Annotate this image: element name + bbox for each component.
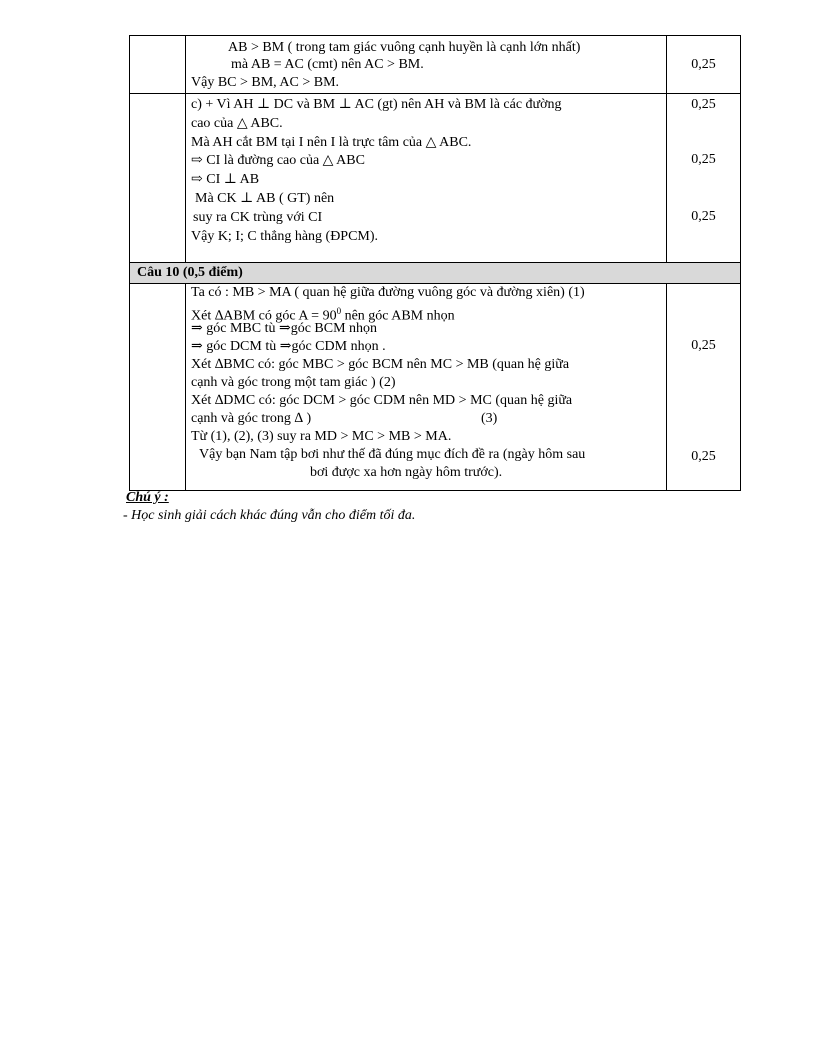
note-body: - Học sinh giải cách khác đúng vẫn cho điểm tối đa.	[123, 508, 416, 523]
section-title: Câu 10 (0,5 điểm)	[130, 263, 741, 284]
score-value: 0,25	[691, 57, 716, 72]
solution-line: Xét ∆BMC có: góc MBC > góc BCM nên MC > MB (quan hệ giữa	[191, 357, 570, 372]
solution-line: c) + Vì AH ⊥ DC và BM ⊥ AC (gt) nên AH và BM là các đường	[191, 97, 562, 112]
score-value: 0,25	[691, 97, 716, 112]
solution-line: ⇨ CI ⊥ AB	[191, 172, 260, 187]
table-row	[130, 36, 741, 94]
solution-line: Mà AH cắt BM tại I nên I là trực tâm của △ ABC.	[191, 135, 472, 150]
index-cell	[130, 36, 186, 94]
score-value: 0,25	[691, 449, 716, 464]
solution-line: Xét ∆DMC có: góc DCM > góc CDM nên MD > MC (quan hệ giữa	[191, 393, 573, 408]
table-row	[130, 284, 741, 491]
solution-line: mà AB = AC (cmt) nên AC > BM.	[231, 57, 424, 72]
solution-cell	[186, 36, 667, 94]
table-row	[130, 94, 741, 263]
solution-line: ⇨ CI là đường cao của △ ABC	[191, 153, 365, 168]
solution-line: bơi được xa hơn ngày hôm trước).	[310, 465, 503, 480]
solution-cell	[186, 284, 667, 491]
score-value: 0,25	[691, 152, 716, 167]
note-title: Chú ý :	[126, 490, 169, 505]
solution-text: nên góc ABM nhọn	[341, 308, 455, 324]
index-cell	[130, 284, 186, 491]
answer-table	[129, 35, 741, 491]
equation-number: (3)	[481, 411, 498, 426]
solution-line: suy ra CK trùng với CI	[193, 210, 323, 225]
solution-line: Ta có : MB > MA ( quan hệ giữa đường vuông góc và đường xiên) (1)	[191, 285, 585, 300]
solution-cell	[186, 94, 667, 263]
solution-line: ⇒ góc DCM tù ⇒góc CDM nhọn .	[191, 339, 386, 354]
solution-line: cạnh và góc trong ∆ )	[191, 411, 312, 426]
solution-text: Xét ∆ABM có góc A = 90	[191, 308, 337, 324]
solution-line: cao của △ ABC.	[191, 116, 283, 131]
degree-superscript: 0	[336, 306, 342, 316]
score-value: 0,25	[691, 338, 716, 353]
section-header-row	[130, 263, 741, 284]
solution-line: ⇒ góc MBC tù ⇒góc BCM nhọn	[191, 321, 378, 336]
score-value: 0,25	[691, 209, 716, 224]
score-cell	[667, 36, 741, 94]
solution-line: Từ (1), (2), (3) suy ra MD > MC > MB > MA.	[191, 429, 452, 444]
solution-line: Vậy K; I; C thẳng hàng (ĐPCM).	[191, 229, 379, 244]
score-cell	[667, 284, 741, 491]
index-cell	[130, 94, 186, 263]
solution-line: cạnh và góc trong một tam giác ) (2)	[191, 375, 396, 390]
solution-line: Vậy bạn Nam tập bơi như thế đã đúng mục đích đề ra (ngày hôm sau	[199, 447, 586, 462]
solution-line: Mà CK ⊥ AB ( GT) nên	[195, 191, 335, 206]
solution-line: Vậy BC > BM, AC > BM.	[191, 75, 340, 90]
solution-line: AB > BM ( trong tam giác vuông cạnh huyền là cạnh lớn nhất)	[228, 40, 581, 55]
score-cell	[667, 94, 741, 263]
